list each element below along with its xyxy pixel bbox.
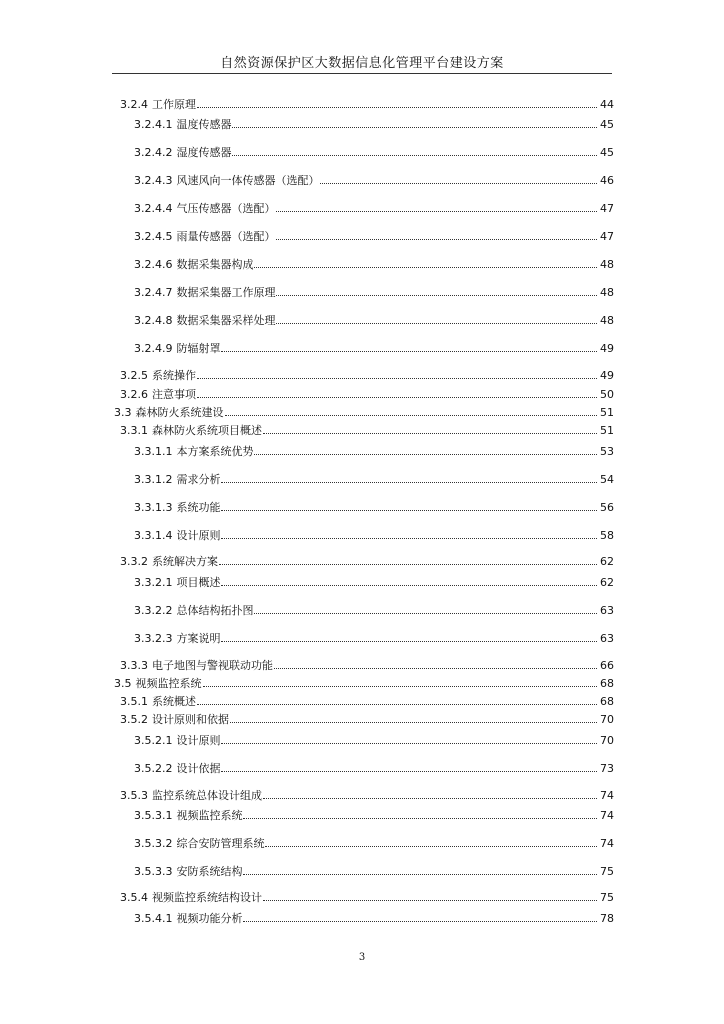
toc-entry-title: 方案说明 <box>176 632 221 645</box>
toc-entry-page: 48 <box>600 286 614 299</box>
toc-entry-page: 48 <box>600 314 614 327</box>
toc-entry-title: 视频监控系统 <box>135 677 202 690</box>
toc-entry[interactable] <box>134 202 614 216</box>
toc-entry[interactable] <box>120 789 614 803</box>
toc-entry-number: 3.2.4.4 <box>134 202 173 215</box>
toc-entry[interactable] <box>134 146 614 160</box>
toc-entry-page: 51 <box>600 406 614 419</box>
toc-entry-number: 3.5.2 <box>120 713 148 726</box>
toc-entry-title: 设计原则 <box>176 529 221 542</box>
toc-entry-page: 70 <box>600 713 614 726</box>
toc-entry[interactable] <box>134 258 614 272</box>
toc-entry[interactable] <box>134 342 614 356</box>
toc-entry[interactable] <box>120 424 614 438</box>
toc-entry-page: 74 <box>600 789 614 802</box>
toc-entry-page: 66 <box>600 659 614 672</box>
dot-leader <box>225 415 598 416</box>
dot-leader <box>221 743 597 744</box>
toc-entry-number: 3.3.1 <box>120 424 148 437</box>
toc-entry-page: 75 <box>600 891 614 904</box>
toc-entry-number: 3.2.4.2 <box>134 146 173 159</box>
toc-entry[interactable] <box>134 762 614 776</box>
dot-leader <box>197 397 597 398</box>
toc-entry-title: 温度传感器 <box>176 118 232 131</box>
toc-entry-title: 安防系统结构 <box>176 865 243 878</box>
toc-entry-title: 气压传感器（选配） <box>176 202 276 215</box>
toc-entry-page: 56 <box>600 501 614 514</box>
dot-leader <box>232 127 597 128</box>
toc-entry-number: 3.5.3.2 <box>134 837 173 850</box>
dot-leader <box>243 818 597 819</box>
toc-entry-number: 3.2.4.5 <box>134 230 173 243</box>
toc-entry-page: 45 <box>600 146 614 159</box>
toc-entry[interactable] <box>134 314 614 328</box>
toc-entry-number: 3.2.4 <box>120 98 148 111</box>
toc-entry-number: 3.3.2.1 <box>134 576 173 589</box>
toc-entry-title: 总体结构拓扑图 <box>176 604 254 617</box>
toc-entry-number: 3.5.2.1 <box>134 734 173 747</box>
toc-entry-number: 3.3.1.1 <box>134 445 173 458</box>
toc-entry[interactable] <box>134 529 614 543</box>
toc-entry[interactable] <box>120 695 614 709</box>
toc-entry-title: 系统概述 <box>152 695 196 708</box>
dot-leader <box>197 107 597 108</box>
toc-entry-title: 数据采集器工作原理 <box>176 286 276 299</box>
dot-leader <box>254 454 597 455</box>
dot-leader <box>276 239 597 240</box>
toc-entry-title: 注意事项 <box>152 388 196 401</box>
toc-entry-title: 需求分析 <box>176 473 221 486</box>
page-number: 3 <box>358 952 366 963</box>
toc-entry-number: 3.2.5 <box>120 369 148 382</box>
toc-entry-page: 47 <box>600 230 614 243</box>
document-title: 自然资源保护区大数据信息化管理平台建设方案 <box>220 56 504 71</box>
toc-entry-title: 设计依据 <box>176 762 221 775</box>
dot-leader <box>265 846 597 847</box>
toc-entry-number: 3.3.2 <box>120 555 148 568</box>
toc-entry-title: 设计原则和依据 <box>152 713 229 726</box>
toc-entry-page: 48 <box>600 258 614 271</box>
toc-entry[interactable] <box>120 555 614 569</box>
toc-entry[interactable] <box>120 369 614 383</box>
toc-entry-number: 3.2.4.7 <box>134 286 173 299</box>
toc-entry[interactable] <box>120 98 614 112</box>
toc-entry[interactable] <box>120 659 614 673</box>
toc-entry-title: 监控系统总体设计组成 <box>152 789 262 802</box>
toc-entry-number: 3.2.4.8 <box>134 314 173 327</box>
toc-entry-title: 视频监控系统 <box>176 809 243 822</box>
toc-entry-title: 湿度传感器 <box>176 146 232 159</box>
toc-entry-title: 视频功能分析 <box>176 912 243 925</box>
toc-entry-title: 系统解决方案 <box>152 555 218 568</box>
toc-entry-number: 3.3.1.2 <box>134 473 173 486</box>
toc-entry-page: 51 <box>600 424 614 437</box>
toc-entry[interactable] <box>120 891 614 905</box>
toc-entry[interactable] <box>134 501 614 515</box>
dot-leader <box>230 722 597 723</box>
toc-entry-title: 工作原理 <box>152 98 196 111</box>
toc-entry-page: 75 <box>600 865 614 878</box>
dot-leader <box>219 564 597 565</box>
toc-entry[interactable] <box>134 118 614 132</box>
dot-leader <box>197 704 597 705</box>
toc-entry-page: 53 <box>600 445 614 458</box>
toc-entry-page: 47 <box>600 202 614 215</box>
toc-entry[interactable] <box>134 576 614 590</box>
toc-entry-title: 雨量传感器（选配） <box>176 230 276 243</box>
dot-leader <box>254 267 597 268</box>
toc-entry-page: 68 <box>600 677 614 690</box>
toc-entry[interactable] <box>134 604 614 618</box>
dot-leader <box>254 613 597 614</box>
toc-entry-page: 62 <box>600 555 614 568</box>
dot-leader <box>276 323 597 324</box>
toc-entry-number: 3.5.2.2 <box>134 762 173 775</box>
toc-entry-page: 49 <box>600 369 614 382</box>
toc-entry-page: 63 <box>600 632 614 645</box>
toc-entry-title: 数据采集器构成 <box>176 258 254 271</box>
toc-entry[interactable] <box>134 912 614 926</box>
toc-entry-title: 电子地图与警视联动功能 <box>152 659 273 672</box>
toc-entry-page: 78 <box>600 912 614 925</box>
dot-leader <box>232 155 597 156</box>
toc-entry-number: 3.3.3 <box>120 659 148 672</box>
toc-entry-page: 74 <box>600 837 614 850</box>
dot-leader <box>263 798 597 799</box>
dot-leader <box>197 378 597 379</box>
toc-entry-page: 45 <box>600 118 614 131</box>
toc-entry-page: 68 <box>600 695 614 708</box>
dot-leader <box>203 686 598 687</box>
toc-entry-number: 3.3 <box>114 406 132 419</box>
toc-entry-number: 3.5.3.3 <box>134 865 173 878</box>
toc-entry[interactable] <box>134 445 614 459</box>
toc-entry[interactable] <box>134 230 614 244</box>
toc-entry-number: 3.3.1.4 <box>134 529 173 542</box>
dot-leader <box>243 921 597 922</box>
toc-entry-title: 视频监控系统结构设计 <box>152 891 262 904</box>
dot-leader <box>243 874 597 875</box>
toc-entry-page: 73 <box>600 762 614 775</box>
dot-leader <box>221 351 597 352</box>
toc-entry-number: 3.3.2.3 <box>134 632 173 645</box>
toc-entry-page: 49 <box>600 342 614 355</box>
toc-entry-title: 系统操作 <box>152 369 196 382</box>
toc-entry[interactable] <box>134 865 614 879</box>
toc-entry-number: 3.2.4.1 <box>134 118 173 131</box>
toc-entry-page: 54 <box>600 473 614 486</box>
toc-entry[interactable] <box>120 388 614 402</box>
dot-leader <box>221 641 597 642</box>
toc-entry[interactable] <box>134 174 614 188</box>
dot-leader <box>276 295 597 296</box>
toc-entry-number: 3.2.4.6 <box>134 258 173 271</box>
toc-entry[interactable] <box>134 473 614 487</box>
toc-entry[interactable] <box>134 734 614 748</box>
toc-entry-number: 3.3.1.3 <box>134 501 173 514</box>
toc-entry-page: 70 <box>600 734 614 747</box>
toc-entry-title: 设计原则 <box>176 734 221 747</box>
toc-entry-number: 3.5 <box>114 677 132 690</box>
dot-leader <box>221 585 597 586</box>
toc-entry-title: 防辐射罩 <box>176 342 221 355</box>
toc-entry-number: 3.5.1 <box>120 695 148 708</box>
toc-entry-page: 50 <box>600 388 614 401</box>
toc-entry[interactable] <box>114 677 614 691</box>
toc-entry-number: 3.3.2.2 <box>134 604 173 617</box>
dot-leader <box>221 538 597 539</box>
toc-entry-page: 44 <box>600 98 614 111</box>
toc-entry-number: 3.2.4.3 <box>134 174 173 187</box>
toc-entry-page: 62 <box>600 576 614 589</box>
toc-entry[interactable] <box>120 713 614 727</box>
toc-entry-title: 数据采集器采样处理 <box>176 314 276 327</box>
toc-entry-title: 系统功能 <box>176 501 221 514</box>
toc-entry-number: 3.5.3 <box>120 789 148 802</box>
toc-entry-page: 46 <box>600 174 614 187</box>
dot-leader <box>263 433 597 434</box>
toc-entry-page: 63 <box>600 604 614 617</box>
toc-entry-title: 森林防火系统项目概述 <box>152 424 262 437</box>
toc-entry-number: 3.2.4.9 <box>134 342 173 355</box>
toc-entry-number: 3.5.4.1 <box>134 912 173 925</box>
toc-entry-number: 3.5.3.1 <box>134 809 173 822</box>
toc-entry-number: 3.2.6 <box>120 388 148 401</box>
toc-entry-number: 3.5.4 <box>120 891 148 904</box>
toc-entry-title: 风速风向一体传感器（选配） <box>176 174 320 187</box>
dot-leader <box>221 771 597 772</box>
toc-entry[interactable] <box>134 286 614 300</box>
toc-entry[interactable] <box>114 406 614 420</box>
toc-entry-title: 项目概述 <box>176 576 221 589</box>
toc-entry[interactable] <box>134 837 614 851</box>
dot-leader <box>263 900 597 901</box>
toc-entry-title: 森林防火系统建设 <box>135 406 224 419</box>
dot-leader <box>274 668 597 669</box>
toc-entry[interactable] <box>134 809 614 823</box>
dot-leader <box>221 510 597 511</box>
toc-entry[interactable] <box>134 632 614 646</box>
dot-leader <box>320 183 597 184</box>
dot-leader <box>276 211 597 212</box>
toc-entry-title: 综合安防管理系统 <box>176 837 265 850</box>
dot-leader <box>221 482 597 483</box>
toc-entry-title: 本方案系统优势 <box>176 445 254 458</box>
toc-entry-page: 74 <box>600 809 614 822</box>
toc-entry-page: 58 <box>600 529 614 542</box>
